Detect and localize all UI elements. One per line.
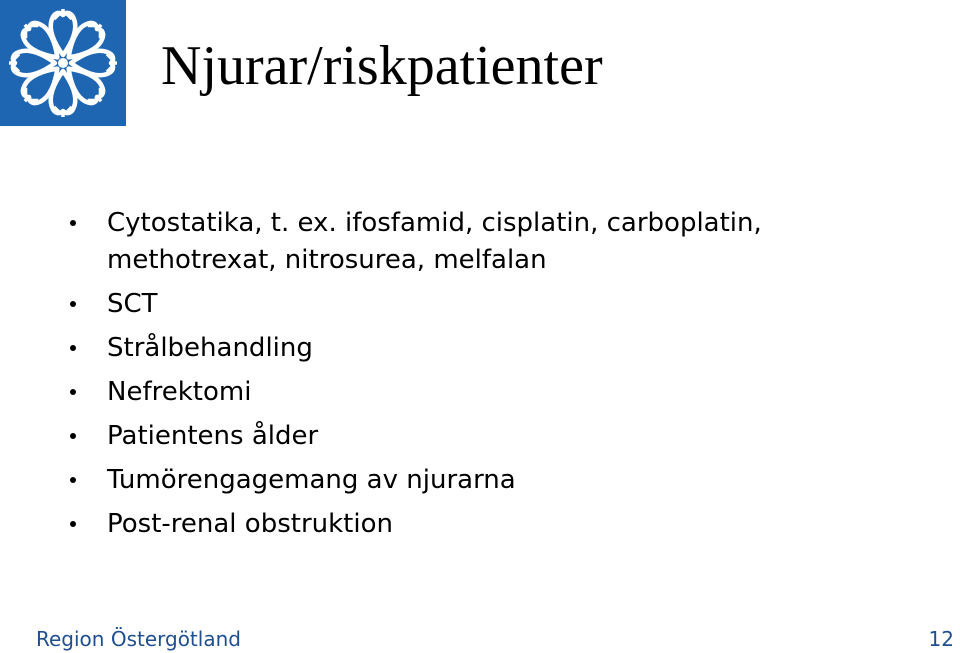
bullet-item — [70, 286, 890, 323]
bullet-text: Nefrektomi — [107, 377, 252, 407]
bullet-item — [70, 462, 890, 499]
bullet-item — [70, 506, 890, 543]
bullet-text: Patientens ålder — [107, 421, 319, 451]
bullet-item — [70, 205, 890, 279]
slide-title: Njurar/riskpatienter — [161, 35, 603, 97]
bullet-dot — [70, 433, 76, 439]
bullet-dot — [70, 301, 76, 307]
bullet-dot — [70, 477, 76, 483]
bullet-dot — [70, 389, 76, 395]
bullet-dot — [70, 521, 76, 527]
flower-logo-icon — [0, 0, 126, 126]
bullet-list — [70, 205, 890, 550]
bullet-text: Tumörengagemang av njurarna — [107, 465, 516, 495]
footer-organization: Region Östergötland — [36, 627, 241, 651]
bullet-item — [70, 330, 890, 367]
bullet-text: SCT — [107, 289, 158, 319]
bullet-dot — [70, 220, 76, 226]
bullet-item — [70, 418, 890, 455]
bullet-text: Post-renal obstruktion — [107, 509, 393, 539]
page-number: 12 — [928, 627, 954, 651]
bullet-text: Cytostatika, t. ex. ifosfamid, cisplatin, carboplatin, methotrexat, nitrosurea, melfalan — [107, 208, 762, 275]
bullet-dot — [70, 345, 76, 351]
region-logo — [0, 0, 126, 126]
bullet-text: Strålbehandling — [107, 333, 313, 363]
bullet-item — [70, 374, 890, 411]
